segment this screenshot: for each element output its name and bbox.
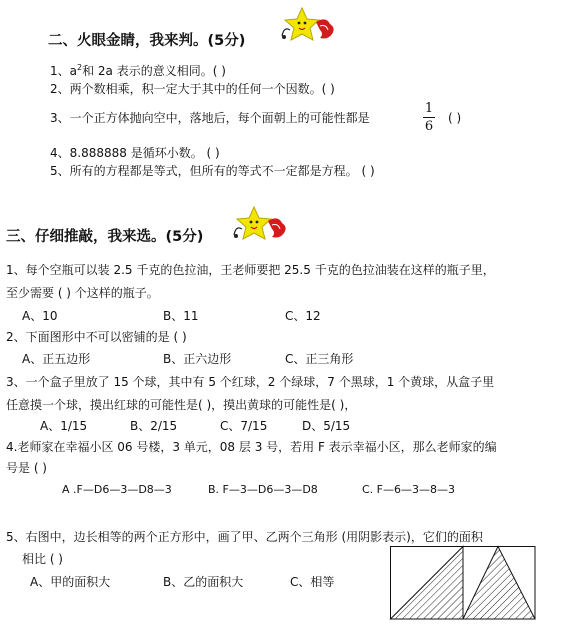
s3-question-1-line1: 1、每个空瓶可以装 2.5 千克的色拉油，王老师要把 25.5 千克的色拉油装在这样的瓶子里，	[6, 263, 495, 277]
s3-q4-option-b: B. F—3—D6—3—D8	[208, 483, 318, 496]
s3-question-4-line2: 号是 ( )	[6, 461, 47, 475]
s2-question-3: 3、一个正方体抛向空中，落地后，每个面朝上的可能性都是	[50, 111, 370, 125]
s3-question-5-line2: 相比 ( )	[22, 552, 63, 566]
s3-q3-option-c: C、7/15	[220, 419, 268, 433]
two-squares-triangles-figure	[390, 546, 536, 620]
s2-question-1: 1、$a^2$和 2a 表示的意义相同。( )	[50, 63, 226, 78]
s3-question-1-line2: 至少需要 ( ) 个这样的瓶子。	[6, 286, 159, 300]
section2-heading: 二、火眼金睛，我来判。(5分)	[48, 33, 246, 49]
s3-q4-option-c: C. F—6—3—8—3	[362, 483, 455, 496]
s3-q5-option-c: C、相等	[290, 575, 335, 589]
star-mascot-icon	[232, 203, 290, 247]
s2-question-3-answer: ( )	[448, 111, 462, 125]
s3-q1-option-a: A、10	[22, 309, 58, 323]
s3-q4-option-a: A .F—D6—3—D8—3	[62, 483, 172, 496]
star-mascot-icon	[280, 4, 338, 48]
s2-question-5: 5、所有的方程都是等式，但所有的等式不一定都是方程。 ( )	[50, 164, 375, 178]
s3-question-3-line1: 3、一个盒子里放了 15 个球，其中有 5 个红球，2 个绿球，7 个黑球，1 个黄球，从盒子里	[6, 375, 495, 389]
fraction-denominator: 6	[424, 119, 434, 134]
section3-heading: 三、仔细推敲，我来选。(5分)	[6, 229, 204, 245]
s3-question-3-line2: 任意摸一个球，摸出红球的可能性是( )，摸出黄球的可能性是( )，	[6, 398, 357, 412]
triangle-yi	[463, 547, 535, 620]
s3-q5-option-b: B、乙的面积大	[163, 575, 244, 589]
s3-q5-option-a: A、甲的面积大	[30, 575, 111, 589]
s3-q2-option-b: B、正六边形	[163, 352, 232, 366]
s3-question-4-line1: 4.老师家在幸福小区 06 号楼，3 单元，08 层 3 号，若用 F 表示幸福小区，那么老师家的编	[6, 440, 497, 454]
s3-q2-option-a: A、正五边形	[22, 352, 91, 366]
s3-q3-option-a: A、1/15	[40, 419, 88, 433]
fraction-numerator: 1	[424, 101, 434, 116]
s3-q3-option-b: B、2/15	[130, 419, 178, 433]
s3-question-2: 2、下面图形中不可以密铺的是 ( )	[6, 330, 187, 344]
triangle-jia	[391, 547, 464, 620]
s2-question-4: 4、8.888888 是循环小数。 ( )	[50, 146, 220, 160]
s3-q3-option-d: D、5/15	[302, 419, 351, 433]
s2-question-2: 2、两个数相乘，积一定大于其中的任何一个因数。( )	[50, 82, 335, 96]
s3-q1-option-b: B、11	[163, 309, 199, 323]
s3-q1-option-c: C、12	[285, 309, 321, 323]
fraction-bar	[423, 117, 435, 118]
s3-q2-option-c: C、正三角形	[285, 352, 354, 366]
s3-question-5-line1: 5、右图中，边长相等的两个正方形中，画了甲、乙两个三角形 (用阴影表示)，它们的面积	[6, 530, 483, 544]
